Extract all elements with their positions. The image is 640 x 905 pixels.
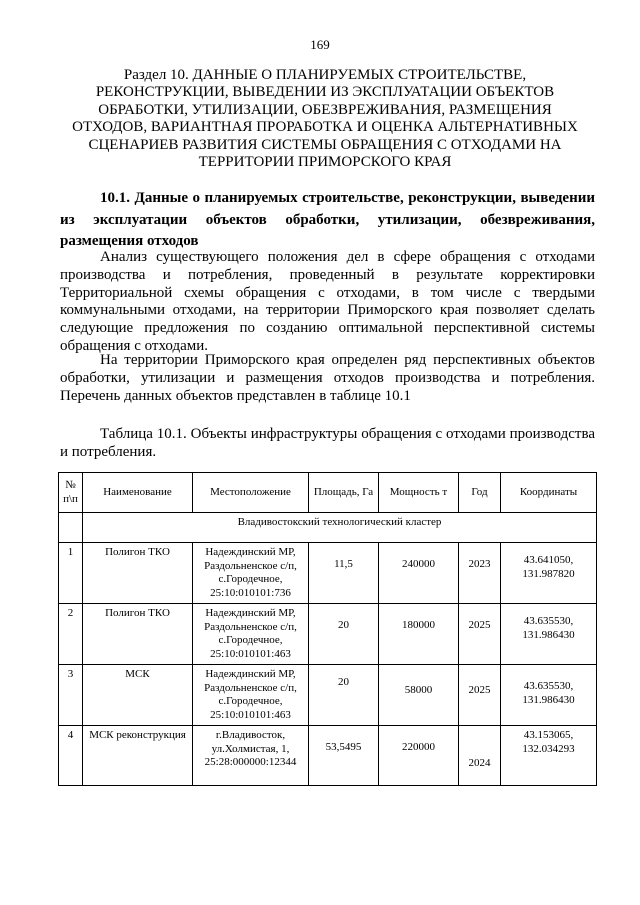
row-coords: 43.635530, 131.986430: [522, 680, 575, 706]
cluster-row: [59, 513, 597, 543]
header-num: № п\п: [59, 473, 83, 513]
row-num: 4: [59, 726, 83, 786]
row-year: 2023: [468, 558, 491, 570]
row-area: 53,5495: [325, 741, 362, 753]
row-year: 2025: [468, 684, 491, 696]
row-name: МСК реконструкция: [83, 726, 193, 786]
section-title: Раздел 10. ДАННЫЕ О ПЛАНИРУЕМЫХ СТРОИТЕЛЬСТВЕ, РЕКОНСТРУКЦИИ, ВЫВЕДЕНИИ ИЗ ЭКСПЛУАТАЦИИ ОБЪЕКТОВ ОБРАБОТКИ, УТИЛИЗАЦИИ, ОБЕЗВРЕЖИВАНИЯ, РАЗМЕЩЕНИЯ ОТХОДОВ, ВАРИАНТНАЯ ПРОРАБОТКА И ОЦЕНКА АЛЬТЕРНАТИВНЫХ СЦЕНАРИЕВ РАЗВИТИЯ СИСТЕМЫ ОБРАЩЕНИЯ С ОТХОДАМИ НА ТЕРРИТОРИИ ПРИМОРСКОГО КРАЯ: [72, 67, 578, 171]
page-number: 169: [310, 37, 330, 52]
row-year-cell: [459, 726, 501, 786]
header-coords: Координаты: [501, 473, 597, 513]
row-location: г.Владивосток, ул.Холмистая, 1, 25:28:000000:12344: [193, 726, 309, 786]
row-num: 1: [59, 543, 83, 604]
row-area-cell: [309, 726, 379, 786]
row-area-cell: [309, 543, 379, 604]
row-capacity: 180000: [402, 619, 435, 631]
row-year-cell: [459, 604, 501, 665]
row-num: 2: [59, 604, 83, 665]
row-capacity: 240000: [402, 558, 435, 570]
row-capacity-cell: [379, 604, 459, 665]
objects-table: [58, 472, 597, 786]
row-capacity-cell: [379, 665, 459, 726]
row-location: Надеждинский МР, Раздольненское с/п, с.Городечное, 25:10:010101:463: [193, 604, 309, 665]
row-year: 2024: [468, 757, 491, 769]
row-coords: 43.641050, 131.987820: [522, 554, 575, 580]
cluster-name: Владивостокский технологический кластер: [83, 513, 597, 543]
table-row: [59, 665, 597, 726]
row-coords-cell: [501, 665, 597, 726]
paragraph-objects: На территории Приморского края определен ряд перспективных объектов обработки, утилизации и размещения отходов производства и потребления. Перечень данных объектов представлен в таблице 10.1: [60, 352, 595, 404]
row-location: Надеждинский МР, Раздольненское с/п, с.Городечное, 25:10:010101:736: [193, 543, 309, 604]
header-year: Год: [459, 473, 501, 513]
header-area: Площадь, Га: [309, 473, 379, 513]
row-capacity-cell: [379, 543, 459, 604]
row-num: 3: [59, 665, 83, 726]
table-caption: Таблица 10.1. Объекты инфраструктуры обращения с отходами производства и потребления.: [60, 426, 595, 460]
row-coords: 43.153065, 132.034293: [501, 726, 597, 786]
header-location: Местоположение: [193, 473, 309, 513]
row-area: 20: [338, 619, 349, 631]
cluster-num-cell: [59, 513, 83, 543]
paragraph-analysis: Анализ существующего положения дел в сфере обращения с отходами производства и потребления, проведенный в результате корректировки Территориальной схемы обращения с отходами, в том числе с твердыми коммунальными отходами, на территории Приморского края позволяет сделать следующие предложения по созданию оптимальной перспективной системы обращения с отходами.: [60, 249, 595, 354]
header-name: Наименование: [83, 473, 193, 513]
subsection-heading: 10.1. Данные о планируемых строительстве, реконструкции, выведении из эксплуатации объектов обработки, утилизации, обезвреживания, размещения отходов: [60, 190, 595, 249]
row-year: 2025: [468, 619, 491, 631]
table-row: [59, 726, 597, 786]
row-area: 20: [338, 676, 349, 688]
table-row: [59, 604, 597, 665]
row-capacity: 220000: [402, 741, 435, 753]
row-area: 11,5: [334, 558, 353, 570]
row-capacity: 58000: [404, 684, 433, 696]
row-coords-cell: [501, 543, 597, 604]
row-year-cell: [459, 543, 501, 604]
row-capacity-cell: [379, 726, 459, 786]
table-header-row: [59, 473, 597, 513]
row-name: МСК: [83, 665, 193, 726]
row-name: Полигон ТКО: [83, 543, 193, 604]
row-location: Надеждинский МР, Раздольненское с/п, с.Городечное, 25:10:010101:463: [193, 665, 309, 726]
row-name: Полигон ТКО: [83, 604, 193, 665]
row-area-cell: [309, 604, 379, 665]
header-capacity: Мощность т: [379, 473, 459, 513]
row-coords: 43.635530, 131.986430: [522, 615, 575, 641]
table-row: [59, 543, 597, 604]
row-coords-cell: [501, 604, 597, 665]
row-year-cell: [459, 665, 501, 726]
row-area-cell: [309, 665, 379, 726]
